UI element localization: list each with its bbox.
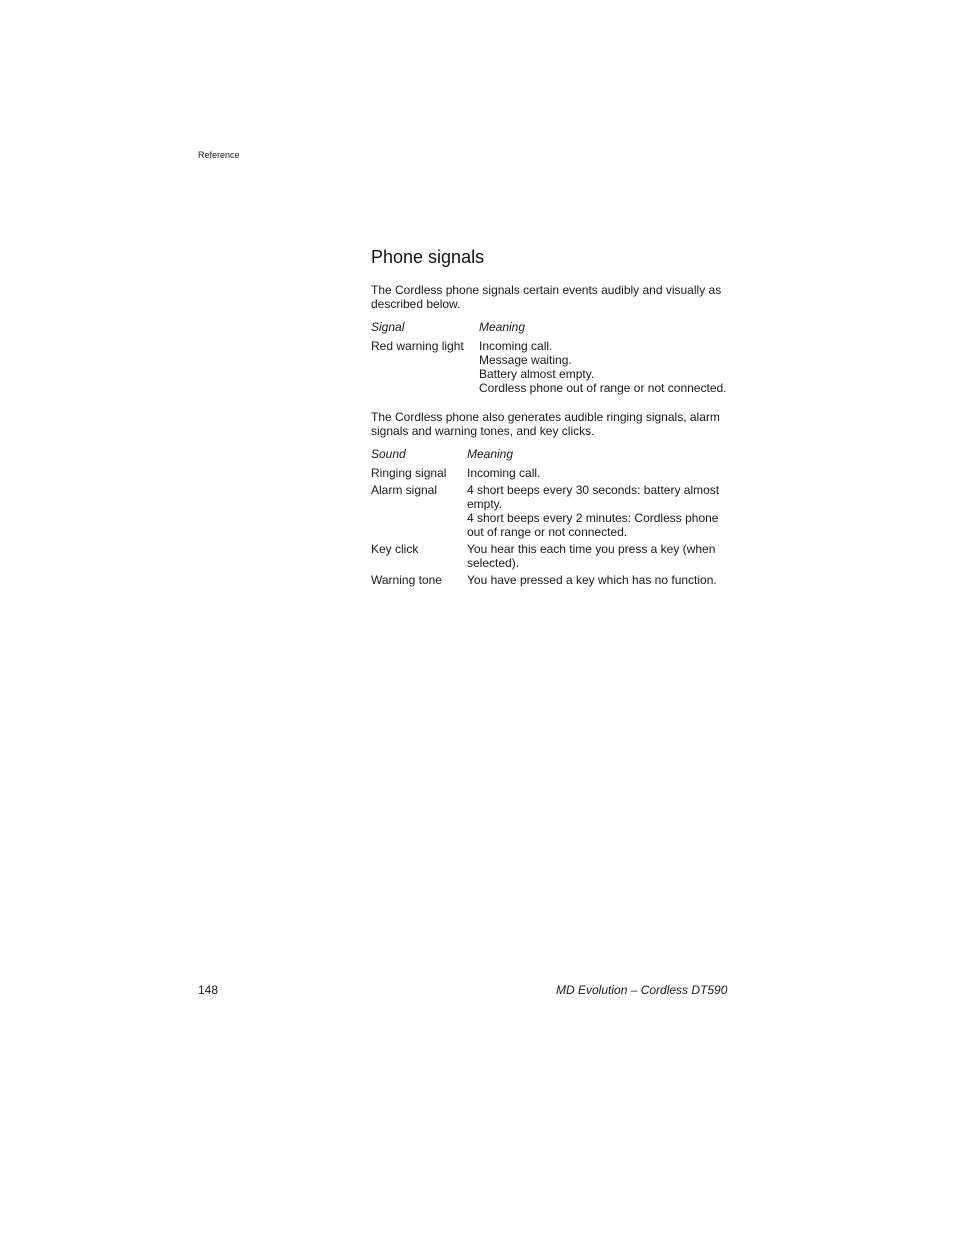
meaning-line: You have pressed a key which has no function.	[467, 573, 717, 587]
sound-cell: Ringing signal	[371, 466, 447, 480]
table-row	[371, 339, 727, 398]
table-header-row	[371, 320, 727, 339]
meaning-line: 4 short beeps every 2 minutes: Cordless phone out of range or not connected.	[467, 511, 719, 539]
signal-table	[371, 320, 727, 398]
meaning-cell	[467, 573, 733, 590]
intro-paragraph: The Cordless phone signals certain events audibly and visually as described below.	[371, 283, 722, 311]
running-header: Reference	[198, 150, 240, 160]
meaning-line: You hear this each time you press a key (when selected).	[467, 542, 716, 570]
meaning-line: 4 short beeps every 30 seconds: battery almost empty.	[467, 483, 720, 511]
sound-cell: Warning tone	[371, 573, 442, 587]
main-content	[371, 246, 733, 602]
column-header-meaning: Meaning	[467, 447, 514, 461]
meaning-line: Battery almost empty.	[479, 367, 595, 381]
table-header-row	[371, 447, 733, 466]
meaning-cell	[467, 466, 733, 483]
meaning-cell	[479, 339, 727, 398]
document-title: MD Evolution – Cordless DT590	[556, 983, 728, 997]
meaning-cell	[467, 542, 733, 573]
table-row	[371, 483, 733, 542]
meaning-line: Incoming call.	[479, 339, 553, 353]
meaning-line: Incoming call.	[467, 466, 541, 480]
table-row	[371, 466, 733, 483]
column-header-meaning: Meaning	[479, 320, 526, 334]
table-row	[371, 573, 733, 590]
meaning-cell	[467, 483, 733, 542]
table-row	[371, 542, 733, 573]
page-title: Phone signals	[371, 247, 485, 267]
column-header-signal: Signal	[371, 320, 405, 334]
sound-cell: Alarm signal	[371, 483, 438, 497]
signal-cell: Red warning light	[371, 339, 464, 353]
meaning-line: Cordless phone out of range or not connected.	[479, 381, 727, 395]
meaning-line: Message waiting.	[479, 353, 572, 367]
page-number: 148	[198, 983, 219, 997]
sound-cell: Key click	[371, 542, 419, 556]
sound-intro-paragraph: The Cordless phone also generates audible ringing signals, alarm signals and warning tones, and key clicks.	[371, 410, 720, 438]
column-header-sound: Sound	[371, 447, 406, 461]
sound-table	[371, 447, 733, 590]
